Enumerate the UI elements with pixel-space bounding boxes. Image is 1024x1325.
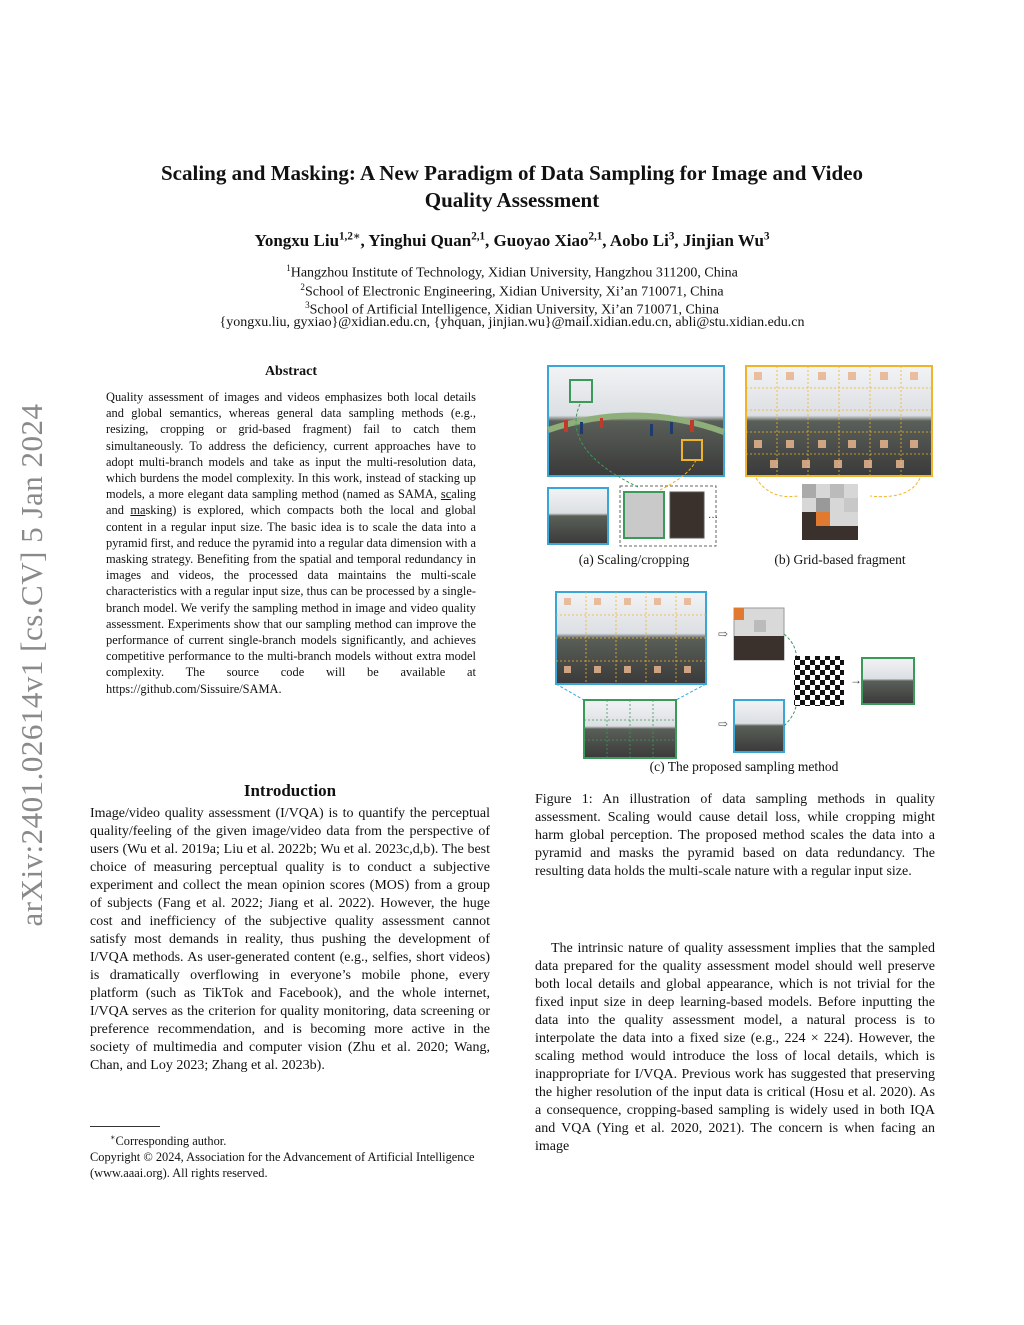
panel-c-pyramid xyxy=(556,592,706,758)
arrow-icon: ⇨ xyxy=(718,627,729,641)
arxiv-stamp-text: arXiv:2401.02614v1 [cs.CV] 5 Jan 2024 xyxy=(14,403,49,927)
author: Guoyao Xiao$^{2,1}$, xyxy=(493,230,610,250)
masked-scale-1 xyxy=(734,608,784,660)
introduction-paragraph: Image/video quality assessment (I/VQA) is to quantify the perceptual quality/feeling of the given image/video data from the perspective of users (Wu et al. 2019a; Liu et al. 2022b; Wu et al. 2023c,d,b). The best choice of measuring perceptual quality is to conduct a subjective experiment and collect the mean opinion scores (MOS) from a group of subjects (Fang et al. 2022; Jiang et al. 2022). However, the huge cost and inefficiency of the subjective quality assessment cannot satisfy most demands in reality, thus pushing the development of I/VQA methods. As user-generated content (e.g., selfies, short videos) is dramatically overflowing in everyone’s mobile phone, every platform (such as TikTok and Facebook), and the whole internet, I/VQA serves as the criterion for quality monitoring, data screening or preference recommendation, and is becoming more active in the society of multimedia and computer vision (Zhu et al. 2020; Wang, Chan, and Loy 2023; Zhang et al. 2023b). xyxy=(90,806,490,1073)
figure-1-graphic xyxy=(540,360,940,780)
title-line-2: Quality Assessment xyxy=(424,188,600,212)
corresponding-footnote: ∗Corresponding author. xyxy=(110,1133,227,1149)
author: Yongxu Liu$^{1,2∗}$, xyxy=(254,230,369,250)
arrow-icon: ⇨ xyxy=(718,717,729,731)
paper-title xyxy=(90,160,934,214)
title-line-1: Scaling and Masking: A New Paradigm of Data Sampling for Image and Video xyxy=(160,161,863,185)
subcaption-b: (b) Grid-based fragment xyxy=(774,552,906,567)
subcaption-c: (c) The proposed sampling method xyxy=(649,759,839,774)
crop-output-gold xyxy=(670,492,704,538)
copyright-notice: Copyright © 2024, Association for the Advancement of Artificial Intelligence (www.aaai.org). All rights reserved. xyxy=(90,1150,475,1181)
abstract-body: Quality assessment of images and videos emphasizes both local details and global semantics, whereas general data sampling methods (e.g., resizing, cropping or grid-based fragment) fail to catch them simultaneously. To address the deficiency, current approaches have to adopt multi-branch models and take as input the multi-resolution data, which burdens the model complexity. In this work, instead of stacking up models, a more elegant data sampling method (named as SAMA, scaling and masking) is explored, which compacts both the local and global content in a regular input size. The basic idea is to scale the data into a pyramid first, and reduce the pyramid into a regular data dimension with a masking strategy. Benefiting from the spatial and temporal redundancy in images and videos, the processed data maintains the multi-scale characteristics with a regular input size, thus can be processed by a single-branch model. We verify the sampling method in image and video quality assessment. Experiments show that our sampling method can improve the performance of current single-branch models significantly, and achieves competitive performance to the multi-branch models without extra model complexity. The source code will be available at https://github.com/Sissuire/SAMA. xyxy=(106,390,476,696)
sampled-output xyxy=(862,658,914,704)
affiliation-2: $^2$School of Electronic Engineering, Xidian University, Xi’an 710071, China xyxy=(300,282,724,300)
figure-caption: Figure 1: An illustration of data sampling methods in quality assessment. Scaling would cause detail loss, while cropping might harm global perception. The proposed method scales the data into a pyramid and masks the pyramid based on data redundancy. The resulting data holds the multi-scale nature with a regular input size. xyxy=(535,792,935,879)
footnotes xyxy=(90,1130,490,1181)
arrow-icon: → xyxy=(850,673,862,687)
figure-1 xyxy=(540,360,940,780)
right-column-paragraph: The intrinsic nature of quality assessment implies that the sampled data prepared for the quality assessment model should well preserve both local details and global appearance, which is not trivial for the fixed input size in deep learning-based models. Before inputting the data into the quality assessment model, a natural process is to interpolate the data into a fixed size (e.g., 224 × 224). However, the scaling method would introduce the loss of local details, which is inappropriate for I/VQA. Previous work has suggested that preserving the higher resolution of the input data is critical (Hosu et al. 2020). As a consequence, cropping-based sampling is widely used in both IQA and VQA (Ying et al. 2020, 2021). The concern is when facing an image xyxy=(535,941,935,1154)
fragment-output xyxy=(802,484,858,540)
scaled-output xyxy=(548,488,608,544)
subcaption-a: (a) Scaling/cropping xyxy=(578,552,690,567)
affiliation-1: $^1$Hangzhou Institute of Technology, Xidian University, Hangzhou 311200, China xyxy=(286,263,738,281)
author: Yinghui Quan$^{2,1}$, xyxy=(368,230,494,250)
masked-scale-2 xyxy=(734,700,784,752)
footnote-rule xyxy=(90,1126,160,1127)
panel-b-grid-image xyxy=(746,366,932,476)
section-heading-introduction: Introduction xyxy=(243,781,337,800)
arxiv-stamp xyxy=(6,365,58,965)
author-list xyxy=(90,229,934,251)
email-line: {yongxu.liu, gyxiao}@xidian.edu.cn, {yhquan, jinjian.wu}@mail.xidian.edu.cn, abli@stu.xidian.edu.cn xyxy=(219,315,805,330)
ellipsis-mark: … xyxy=(708,510,718,521)
abstract-heading: Abstract xyxy=(264,364,318,379)
panel-a-source-image xyxy=(548,366,724,476)
author: Jinjian Wu$^3$ xyxy=(682,230,770,250)
crop-output-green xyxy=(624,492,664,538)
affiliation-3: $^3$School of Artificial Intelligence, Xidian University, Xi’an 710071, China xyxy=(305,300,719,318)
mask-pattern xyxy=(794,656,844,706)
author: Aobo Li$^3$, xyxy=(609,230,683,250)
